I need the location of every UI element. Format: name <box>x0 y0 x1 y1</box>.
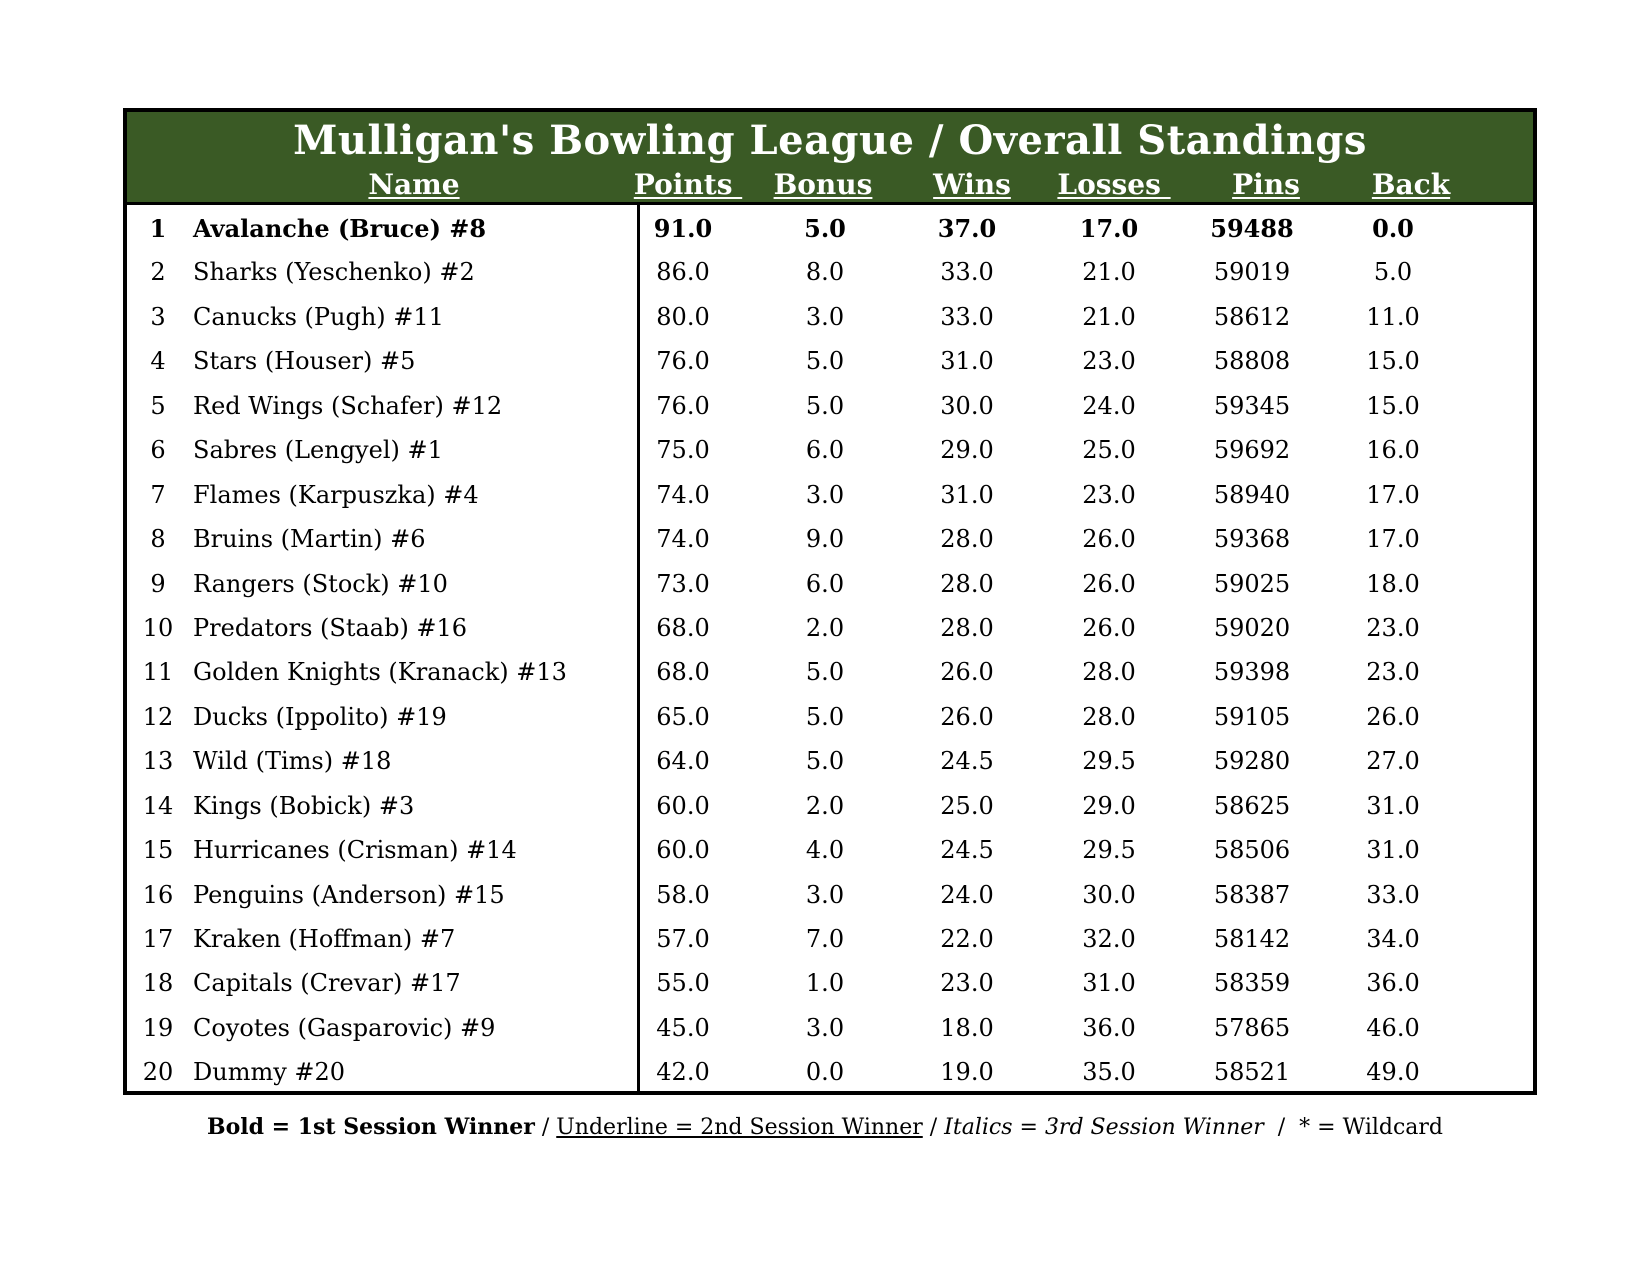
cell-bonus: 5.0 <box>805 347 845 376</box>
cell-losses: 35.0 <box>1082 1058 1136 1087</box>
cell-back: 16.0 <box>1366 436 1420 465</box>
cell-name: Coyotes (Gasparovic) #9 <box>193 1013 496 1042</box>
cell-bonus: 5.0 <box>805 747 845 776</box>
cell-name: Avalanche (Bruce) #8 <box>193 214 487 243</box>
cell-losses: 24.0 <box>1082 391 1136 420</box>
cell-back: 5.0 <box>1373 258 1413 287</box>
cell-losses: 26.0 <box>1082 569 1136 598</box>
standings-table <box>123 108 1537 1095</box>
cell-name: Flames (Karpuszka) #4 <box>193 480 479 509</box>
cell-points: 55.0 <box>656 969 710 998</box>
cell-wins: 37.0 <box>937 214 997 243</box>
cell-bonus: 4.0 <box>805 836 845 865</box>
cell-name: Sharks (Yeschenko) #2 <box>193 258 475 287</box>
cell-rank: 19 <box>142 1013 174 1042</box>
table-row <box>127 383 1533 427</box>
cell-bonus: 2.0 <box>805 613 845 642</box>
legend-equals: = <box>1012 1115 1045 1140</box>
cell-name: Penguins (Anderson) #15 <box>193 880 505 909</box>
cell-points: 60.0 <box>656 836 710 865</box>
cell-losses: 30.0 <box>1082 880 1136 909</box>
cell-points: 65.0 <box>656 702 710 731</box>
cell-pins: 58808 <box>1213 347 1291 376</box>
cell-wins: 24.5 <box>940 836 994 865</box>
cell-points: 86.0 <box>656 258 710 287</box>
cell-losses: 26.0 <box>1082 613 1136 642</box>
table-row <box>127 294 1533 338</box>
cell-pins: 59025 <box>1213 569 1291 598</box>
cell-points: 74.0 <box>656 525 710 554</box>
cell-back: 18.0 <box>1366 569 1420 598</box>
cell-name: Wild (Tims) #18 <box>193 747 392 776</box>
legend-italics-label: Italics <box>944 1115 1013 1140</box>
cell-bonus: 2.0 <box>805 791 845 820</box>
cell-back: 15.0 <box>1366 347 1420 376</box>
cell-name: Predators (Staab) #16 <box>193 613 468 642</box>
cell-name: Red Wings (Schafer) #12 <box>193 391 503 420</box>
table-header <box>127 112 1533 205</box>
cell-points: 57.0 <box>656 925 710 953</box>
cell-rank: 4 <box>150 347 166 376</box>
cell-rank: 5 <box>150 391 166 420</box>
table-row <box>127 738 1533 782</box>
cell-losses: 31.0 <box>1082 969 1136 998</box>
cell-bonus: 5.0 <box>805 702 845 731</box>
cell-pins: 59398 <box>1213 658 1291 687</box>
cell-pins: 59692 <box>1213 436 1291 465</box>
cell-wins: 31.0 <box>940 480 994 509</box>
cell-name: Kraken (Hoffman) #7 <box>193 925 456 953</box>
cell-back: 31.0 <box>1366 836 1420 865</box>
cell-points: 74.0 <box>656 480 710 509</box>
cell-wins: 24.0 <box>940 880 994 909</box>
cell-name: Dummy #20 <box>193 1058 346 1087</box>
cell-rank: 11 <box>142 658 174 687</box>
cell-pins: 58387 <box>1213 880 1291 909</box>
cell-points: 76.0 <box>656 391 710 420</box>
cell-losses: 26.0 <box>1082 525 1136 554</box>
cell-losses: 36.0 <box>1082 1013 1136 1042</box>
cell-name: Rangers (Stock) #10 <box>193 569 448 598</box>
cell-points: 75.0 <box>656 436 710 465</box>
cell-bonus: 6.0 <box>805 436 845 465</box>
column-header-wins: Wins <box>933 168 1011 201</box>
cell-bonus: 7.0 <box>805 925 845 953</box>
page-title: Mulligan's Bowling League / Overall Standings <box>293 117 1367 164</box>
cell-losses: 32.0 <box>1082 925 1136 953</box>
cell-points: 91.0 <box>653 214 713 243</box>
cell-name: Ducks (Ippolito) #19 <box>193 702 447 731</box>
table-row <box>127 249 1533 293</box>
cell-pins: 57865 <box>1213 1013 1291 1042</box>
cell-wins: 31.0 <box>940 347 994 376</box>
cell-losses: 25.0 <box>1082 436 1136 465</box>
cell-wins: 26.0 <box>940 658 994 687</box>
cell-name: Canucks (Pugh) #11 <box>193 302 444 331</box>
table-row <box>127 205 1533 249</box>
table-row <box>127 516 1533 560</box>
cell-name: Hurricanes (Crisman) #14 <box>193 836 517 865</box>
table-row <box>127 649 1533 693</box>
cell-points: 80.0 <box>656 302 710 331</box>
cell-points: 64.0 <box>656 747 710 776</box>
cell-losses: 21.0 <box>1082 302 1136 331</box>
cell-bonus: 3.0 <box>805 302 845 331</box>
cell-back: 17.0 <box>1366 480 1420 509</box>
cell-points: 76.0 <box>656 347 710 376</box>
cell-bonus: 5.0 <box>804 214 846 243</box>
table-row <box>127 960 1533 1004</box>
cell-rank: 20 <box>142 1058 174 1087</box>
column-header-points: Points <box>633 168 743 201</box>
cell-rank: 14 <box>142 791 174 820</box>
table-row <box>127 916 1533 960</box>
cell-points: 60.0 <box>656 791 710 820</box>
cell-name: Bruins (Martin) #6 <box>193 525 426 554</box>
legend-wildcard: * = Wildcard <box>1299 1115 1444 1140</box>
cell-name: Capitals (Crevar) #17 <box>193 969 461 998</box>
cell-rank: 16 <box>142 880 174 909</box>
cell-rank: 9 <box>150 569 166 598</box>
table-row <box>127 1005 1533 1049</box>
cell-pins: 58521 <box>1213 1058 1291 1087</box>
cell-losses: 21.0 <box>1082 258 1136 287</box>
cell-back: 31.0 <box>1366 791 1420 820</box>
cell-back: 49.0 <box>1366 1058 1420 1087</box>
column-header-pins: Pins <box>1232 168 1300 201</box>
cell-losses: 23.0 <box>1082 347 1136 376</box>
cell-losses: 29.5 <box>1082 747 1136 776</box>
table-row <box>127 783 1533 827</box>
cell-name: Sabres (Lengyel) #1 <box>193 436 443 465</box>
cell-rank: 18 <box>142 969 174 998</box>
cell-rank: 8 <box>150 525 166 554</box>
cell-wins: 25.0 <box>940 791 994 820</box>
cell-wins: 30.0 <box>940 391 994 420</box>
cell-back: 23.0 <box>1366 658 1420 687</box>
cell-back: 26.0 <box>1366 702 1420 731</box>
cell-bonus: 3.0 <box>805 1013 845 1042</box>
column-header-losses: Losses <box>1057 168 1171 201</box>
cell-back: 34.0 <box>1366 925 1420 953</box>
legend-separator: / <box>1263 1115 1300 1140</box>
table-row <box>127 827 1533 871</box>
cell-losses: 23.0 <box>1082 480 1136 509</box>
cell-name: Stars (Houser) #5 <box>193 347 416 376</box>
cell-wins: 33.0 <box>940 258 994 287</box>
cell-bonus: 3.0 <box>805 480 845 509</box>
table-row <box>127 872 1533 916</box>
standings-rows <box>127 205 1533 1094</box>
table-row <box>127 694 1533 738</box>
cell-rank: 2 <box>150 258 166 287</box>
cell-pins: 58506 <box>1213 836 1291 865</box>
cell-losses: 28.0 <box>1082 658 1136 687</box>
legend-underline: Underline = 2nd Session Winner <box>556 1115 923 1140</box>
cell-back: 33.0 <box>1366 880 1420 909</box>
cell-pins: 59020 <box>1213 613 1291 642</box>
cell-pins: 59488 <box>1210 214 1294 243</box>
cell-pins: 59019 <box>1213 258 1291 287</box>
cell-pins: 58359 <box>1213 969 1291 998</box>
cell-points: 45.0 <box>656 1013 710 1042</box>
cell-pins: 59345 <box>1213 391 1291 420</box>
cell-wins: 29.0 <box>940 436 994 465</box>
cell-losses: 17.0 <box>1079 214 1139 243</box>
cell-pins: 58142 <box>1213 925 1291 953</box>
cell-bonus: 9.0 <box>805 525 845 554</box>
table-row <box>127 605 1533 649</box>
column-header-bonus: Bonus <box>773 168 873 201</box>
cell-pins: 59280 <box>1213 747 1291 776</box>
cell-back: 27.0 <box>1366 747 1420 776</box>
cell-rank: 6 <box>150 436 166 465</box>
legend-separator: / <box>922 1115 945 1140</box>
cell-wins: 26.0 <box>940 702 994 731</box>
cell-rank: 3 <box>150 302 166 331</box>
table-row <box>127 427 1533 471</box>
cell-points: 68.0 <box>656 613 710 642</box>
cell-bonus: 5.0 <box>805 391 845 420</box>
cell-rank: 15 <box>142 836 174 865</box>
cell-wins: 23.0 <box>940 969 994 998</box>
cell-back: 36.0 <box>1366 969 1420 998</box>
cell-back: 23.0 <box>1366 613 1420 642</box>
cell-pins: 58940 <box>1213 480 1291 509</box>
cell-back: 0.0 <box>1372 214 1414 243</box>
cell-back: 15.0 <box>1366 391 1420 420</box>
table-row <box>127 561 1533 605</box>
cell-wins: 18.0 <box>940 1013 994 1042</box>
cell-rank: 1 <box>149 214 167 243</box>
cell-pins: 58612 <box>1213 302 1291 331</box>
table-row <box>127 472 1533 516</box>
cell-back: 46.0 <box>1366 1013 1420 1042</box>
column-header-back: Back <box>1371 168 1451 201</box>
cell-wins: 24.5 <box>940 747 994 776</box>
cell-rank: 12 <box>142 702 174 731</box>
cell-wins: 19.0 <box>940 1058 994 1087</box>
cell-rank: 13 <box>142 747 174 776</box>
cell-bonus: 5.0 <box>805 658 845 687</box>
cell-rank: 7 <box>150 480 166 509</box>
cell-wins: 28.0 <box>940 525 994 554</box>
cell-bonus: 1.0 <box>805 969 845 998</box>
cell-rank: 17 <box>142 925 174 953</box>
cell-name: Kings (Bobick) #3 <box>193 791 415 820</box>
cell-losses: 29.0 <box>1082 791 1136 820</box>
cell-losses: 28.0 <box>1082 702 1136 731</box>
cell-wins: 28.0 <box>940 613 994 642</box>
legend <box>0 1114 1650 1140</box>
cell-pins: 58625 <box>1213 791 1291 820</box>
cell-back: 11.0 <box>1366 302 1420 331</box>
cell-pins: 59105 <box>1213 702 1291 731</box>
cell-bonus: 3.0 <box>805 880 845 909</box>
legend-separator: / <box>534 1115 557 1140</box>
column-header-name: Name <box>368 168 460 201</box>
cell-bonus: 6.0 <box>805 569 845 598</box>
cell-points: 73.0 <box>656 569 710 598</box>
cell-rank: 10 <box>142 613 174 642</box>
cell-wins: 33.0 <box>940 302 994 331</box>
cell-pins: 59368 <box>1213 525 1291 554</box>
table-row <box>127 338 1533 382</box>
cell-bonus: 0.0 <box>805 1058 845 1087</box>
cell-points: 68.0 <box>656 658 710 687</box>
cell-losses: 29.5 <box>1082 836 1136 865</box>
legend-bold: Bold = 1st Session Winner <box>206 1114 535 1140</box>
table-row <box>127 1049 1533 1093</box>
cell-points: 58.0 <box>656 880 710 909</box>
cell-name: Golden Knights (Kranack) #13 <box>193 658 567 687</box>
cell-wins: 28.0 <box>940 569 994 598</box>
cell-bonus: 8.0 <box>805 258 845 287</box>
cell-wins: 22.0 <box>940 925 994 953</box>
legend-italics: 3rd Session Winner <box>1044 1115 1264 1140</box>
cell-points: 42.0 <box>656 1058 710 1087</box>
cell-back: 17.0 <box>1366 525 1420 554</box>
